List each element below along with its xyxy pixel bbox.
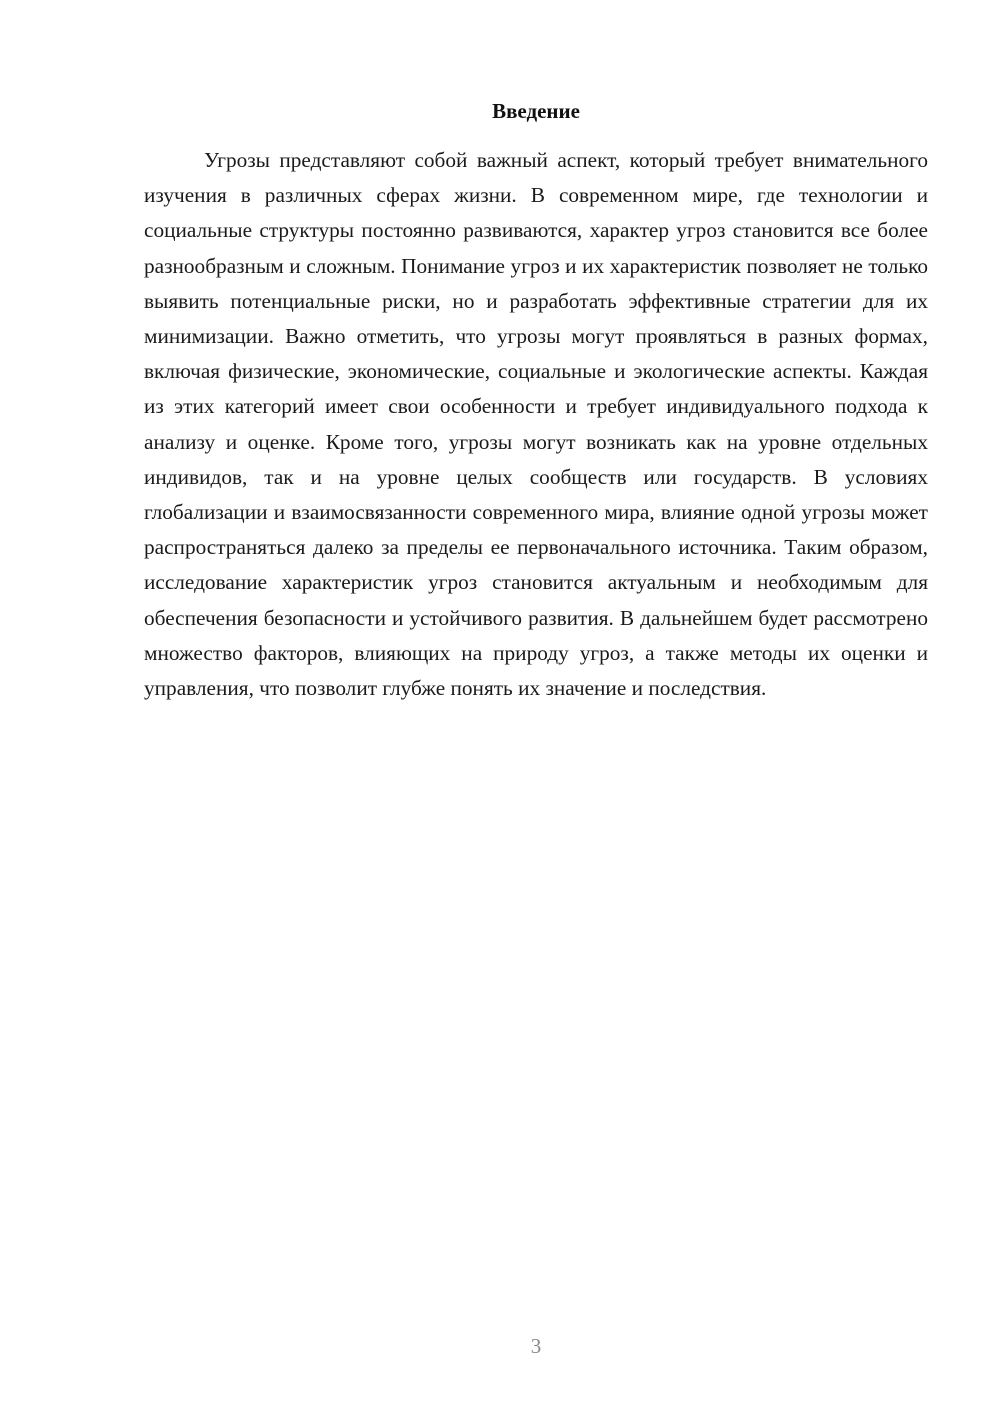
body-paragraph: Угрозы представляют собой важный аспект, который требует внимательного изучения в различных сферах жизни. В современном мире, где технологии и социальные структуры постоянно развиваются, характер угроз становится все более разнообразным и сложным. Понимание угроз и их характеристик позволяет не только выявить потенциальные риски, но и разработать эффективные стратегии для их минимизации. Важно отметить, что угрозы могут проявляться в разных формах, включая физические, экономические, социальные и экологические аспекты. Каждая из этих категорий имеет свои особенности и требует индивидуального подхода к анализу и оценке. Кроме того, угрозы могут возникать как на уровне отдельных индивидов, так и на уровне целых сообществ или государств. В условиях глобализации и взаимосвязанности современного мира, влияние одной угрозы может распространяться далеко за пределы ее первоначального источника. Таким образом, исследование характеристик угроз становится актуальным и необходимым для обеспечения безопасности и устойчивого развития. В дальнейшем будет рассмотрено множество факторов, влияющих на природу угроз, а также методы их оценки и управления, что позволит глубже понять их значение и последствия.	[144, 148, 928, 701]
section-title: Введение	[492, 99, 580, 123]
page-number: 3	[530, 1334, 542, 1358]
